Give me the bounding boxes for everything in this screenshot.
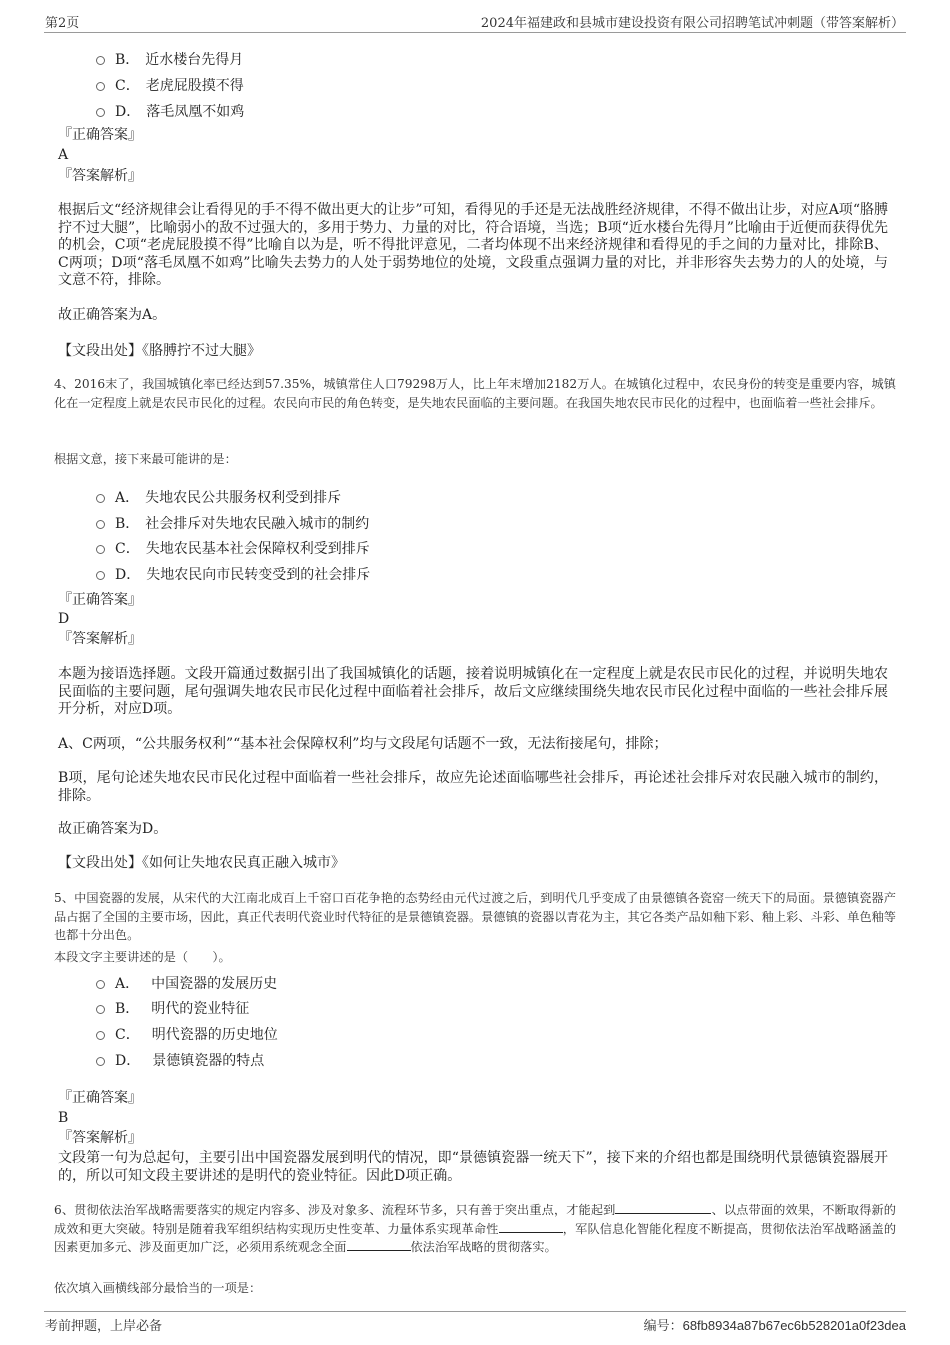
fill-blank-3[interactable] — [347, 1238, 411, 1251]
radio-icon[interactable] — [96, 545, 105, 554]
question-prompt: 依次填入画横线部分最恰当的一项是： — [54, 1281, 262, 1295]
option-d[interactable]: D． 失地农民向市民转变受到的社会排斥 — [96, 564, 370, 584]
option-b[interactable]: B． 社会排斥对失地农民融入城市的制约 — [96, 513, 369, 533]
option-c[interactable]: C． 失地农民基本社会保障权利受到排斥 — [96, 538, 370, 558]
analysis-b: B项，尾句论述失地农民市民化过程中面临着一些社会排斥，故应先论述面临哪些社会排斥，再论述社会排斥对农民融入城市的制约，排除。 — [58, 770, 888, 804]
conclusion: 故正确答案为A。 — [58, 307, 167, 323]
analysis-text: 根据后文“经济规律会让看得见的手不得不做出更大的让步”可知，看得见的手还是无法战胜经济规律，不得不做出让步，对应A项“胳膊拧不过大腿”，比喻弱小的敌不过强大的，多用于势力、力量的对比，符合语境，当选；B项“近水楼台先得月”比喻由于近便而获得优先的机会，C项“老虎屁股摸不得”比喻自以为是，听不得批评意见，二者均体现不出来经济规律和看得见的手之间的力量对比，排除B、C两项；D项“落毛凤凰不如鸡”比喻失去势力的人处于弱势地位的处境，文段重点强调力量的对比，并非形容失去势力的人的处境，与文意不符，排除。 — [58, 202, 888, 288]
analysis-text: 文段第一句为总起句，主要引出中国瓷器发展到明代的情况，即“景德镇瓷器一统天下”，接下来的介绍也都是围绕明代景德镇瓷器展开的，所以可知文段主要讲述的是明代的瓷业特征。因此D项正确。 — [58, 1150, 888, 1184]
option-d[interactable]: D． 景德镇瓷器的特点 — [96, 1050, 264, 1070]
option-c[interactable]: C． 老虎屁股摸不得 — [96, 75, 244, 95]
analysis-text: 本题为接语选择题。文段开篇通过数据引出了我国城镇化的话题，接着说明城镇化在一定程度上就是农民市民化的过程，并说明失地农民面临的主要问题，尾句强调失地农民市民化过程中面临着社会排斥，故后文应继续围绕失地农民市民化过程中面临的一些社会排斥展开分析，对应D项。 — [58, 666, 888, 717]
option-b[interactable]: B． 近水楼台先得月 — [96, 49, 243, 69]
question-stem: 6、贯彻依法治军战略需要落实的规定内容多、涉及对象多、流程环节多，只有善于突出重点，才能起到 、以点带面的效果，不断取得新的成效和更大突破。特别是随着我军组织结构实现历史性变革、力量体系实现革命性 ，军队信息化智能化程度不断提高，贯彻依法治军战略涵盖的因素更加多元、涉及面更加广泛，必须用系统观念全面 依法治军战略的贯彻落实。 — [54, 1203, 897, 1254]
header-divider — [44, 32, 906, 33]
analysis-label: 『答案解析』 — [58, 631, 142, 647]
document-title: 2024年福建政和县城市建设投资有限公司招聘笔试冲刺题（带答案解析） — [480, 16, 904, 31]
answer-value: B — [58, 1110, 69, 1126]
document-code: 编号：68fb8934a87b67ec6b528201a0f23dea — [643, 1318, 906, 1334]
radio-icon[interactable] — [96, 1005, 105, 1014]
answer-value: D — [58, 611, 70, 627]
question-stem: 5、中国瓷器的发展，从宋代的大江南北成百上千窑口百花争艳的态势经由元代过渡之后，到明代几乎变成了由景德镇各瓷窑一统天下的局面。景德镇瓷器产品占据了全国的主要市场，因此，真正代表明代瓷业时代特征的是景德镇瓷器。景德镇的瓷器以青花为主，其它各类产品如釉下彩、釉上彩、斗彩、单色釉等也都十分出色。 — [54, 891, 896, 942]
footer-divider — [44, 1311, 906, 1312]
radio-icon[interactable] — [96, 1031, 105, 1040]
radio-icon[interactable] — [96, 571, 105, 580]
page-number: 第2页 — [45, 16, 80, 31]
question-prompt: 本段文字主要讲述的是（ ）。 — [54, 950, 231, 964]
analysis-ac: A、C两项，“公共服务权利”“基本社会保障权利”均与文段尾句话题不一致，无法衔接尾句，排除； — [58, 736, 668, 752]
question-prompt: 根据文意，接下来最可能讲的是： — [54, 452, 237, 466]
analysis-label: 『答案解析』 — [58, 168, 142, 184]
source: 【文段出处】《胳膊拧不过大腿》 — [58, 343, 261, 359]
radio-icon[interactable] — [96, 56, 105, 65]
option-a[interactable]: A． 失地农民公共服务权利受到排斥 — [96, 487, 341, 507]
footer-slogan: 考前押题，上岸必备 — [45, 1319, 163, 1334]
radio-icon[interactable] — [96, 520, 105, 529]
answer-label: 『正确答案』 — [58, 1090, 142, 1106]
conclusion: 故正确答案为D。 — [58, 821, 168, 837]
radio-icon[interactable] — [96, 1057, 105, 1066]
option-c[interactable]: C． 明代瓷器的历史地位 — [96, 1024, 278, 1044]
fill-blank-1[interactable] — [615, 1201, 711, 1214]
option-b[interactable]: B． 明代的瓷业特征 — [96, 998, 249, 1018]
answer-value: A — [58, 147, 69, 163]
radio-icon[interactable] — [96, 108, 105, 117]
radio-icon[interactable] — [96, 494, 105, 503]
question-stem: 4、2016末了，我国城镇化率已经达到57.35%，城镇常住人口79298万人，比上年末增加2182万人。在城镇化过程中，农民身份的转变是重要内容，城镇化在一定程度上就是农民市民化的过程。农民向市民的角色转变，是失地农民面临的主要问题。在我国失地农民市民化的过程中，也面临着一些社会排斥。 — [54, 377, 896, 410]
radio-icon[interactable] — [96, 82, 105, 91]
option-a[interactable]: A． 中国瓷器的发展历史 — [96, 973, 277, 993]
fill-blank-2[interactable] — [499, 1220, 563, 1233]
source: 【文段出处】《如何让失地农民真正融入城市》 — [58, 855, 345, 871]
answer-label: 『正确答案』 — [58, 592, 142, 608]
option-d[interactable]: D． 落毛凤凰不如鸡 — [96, 101, 244, 121]
analysis-label: 『答案解析』 — [58, 1130, 142, 1146]
answer-label: 『正确答案』 — [58, 127, 142, 143]
radio-icon[interactable] — [96, 980, 105, 989]
